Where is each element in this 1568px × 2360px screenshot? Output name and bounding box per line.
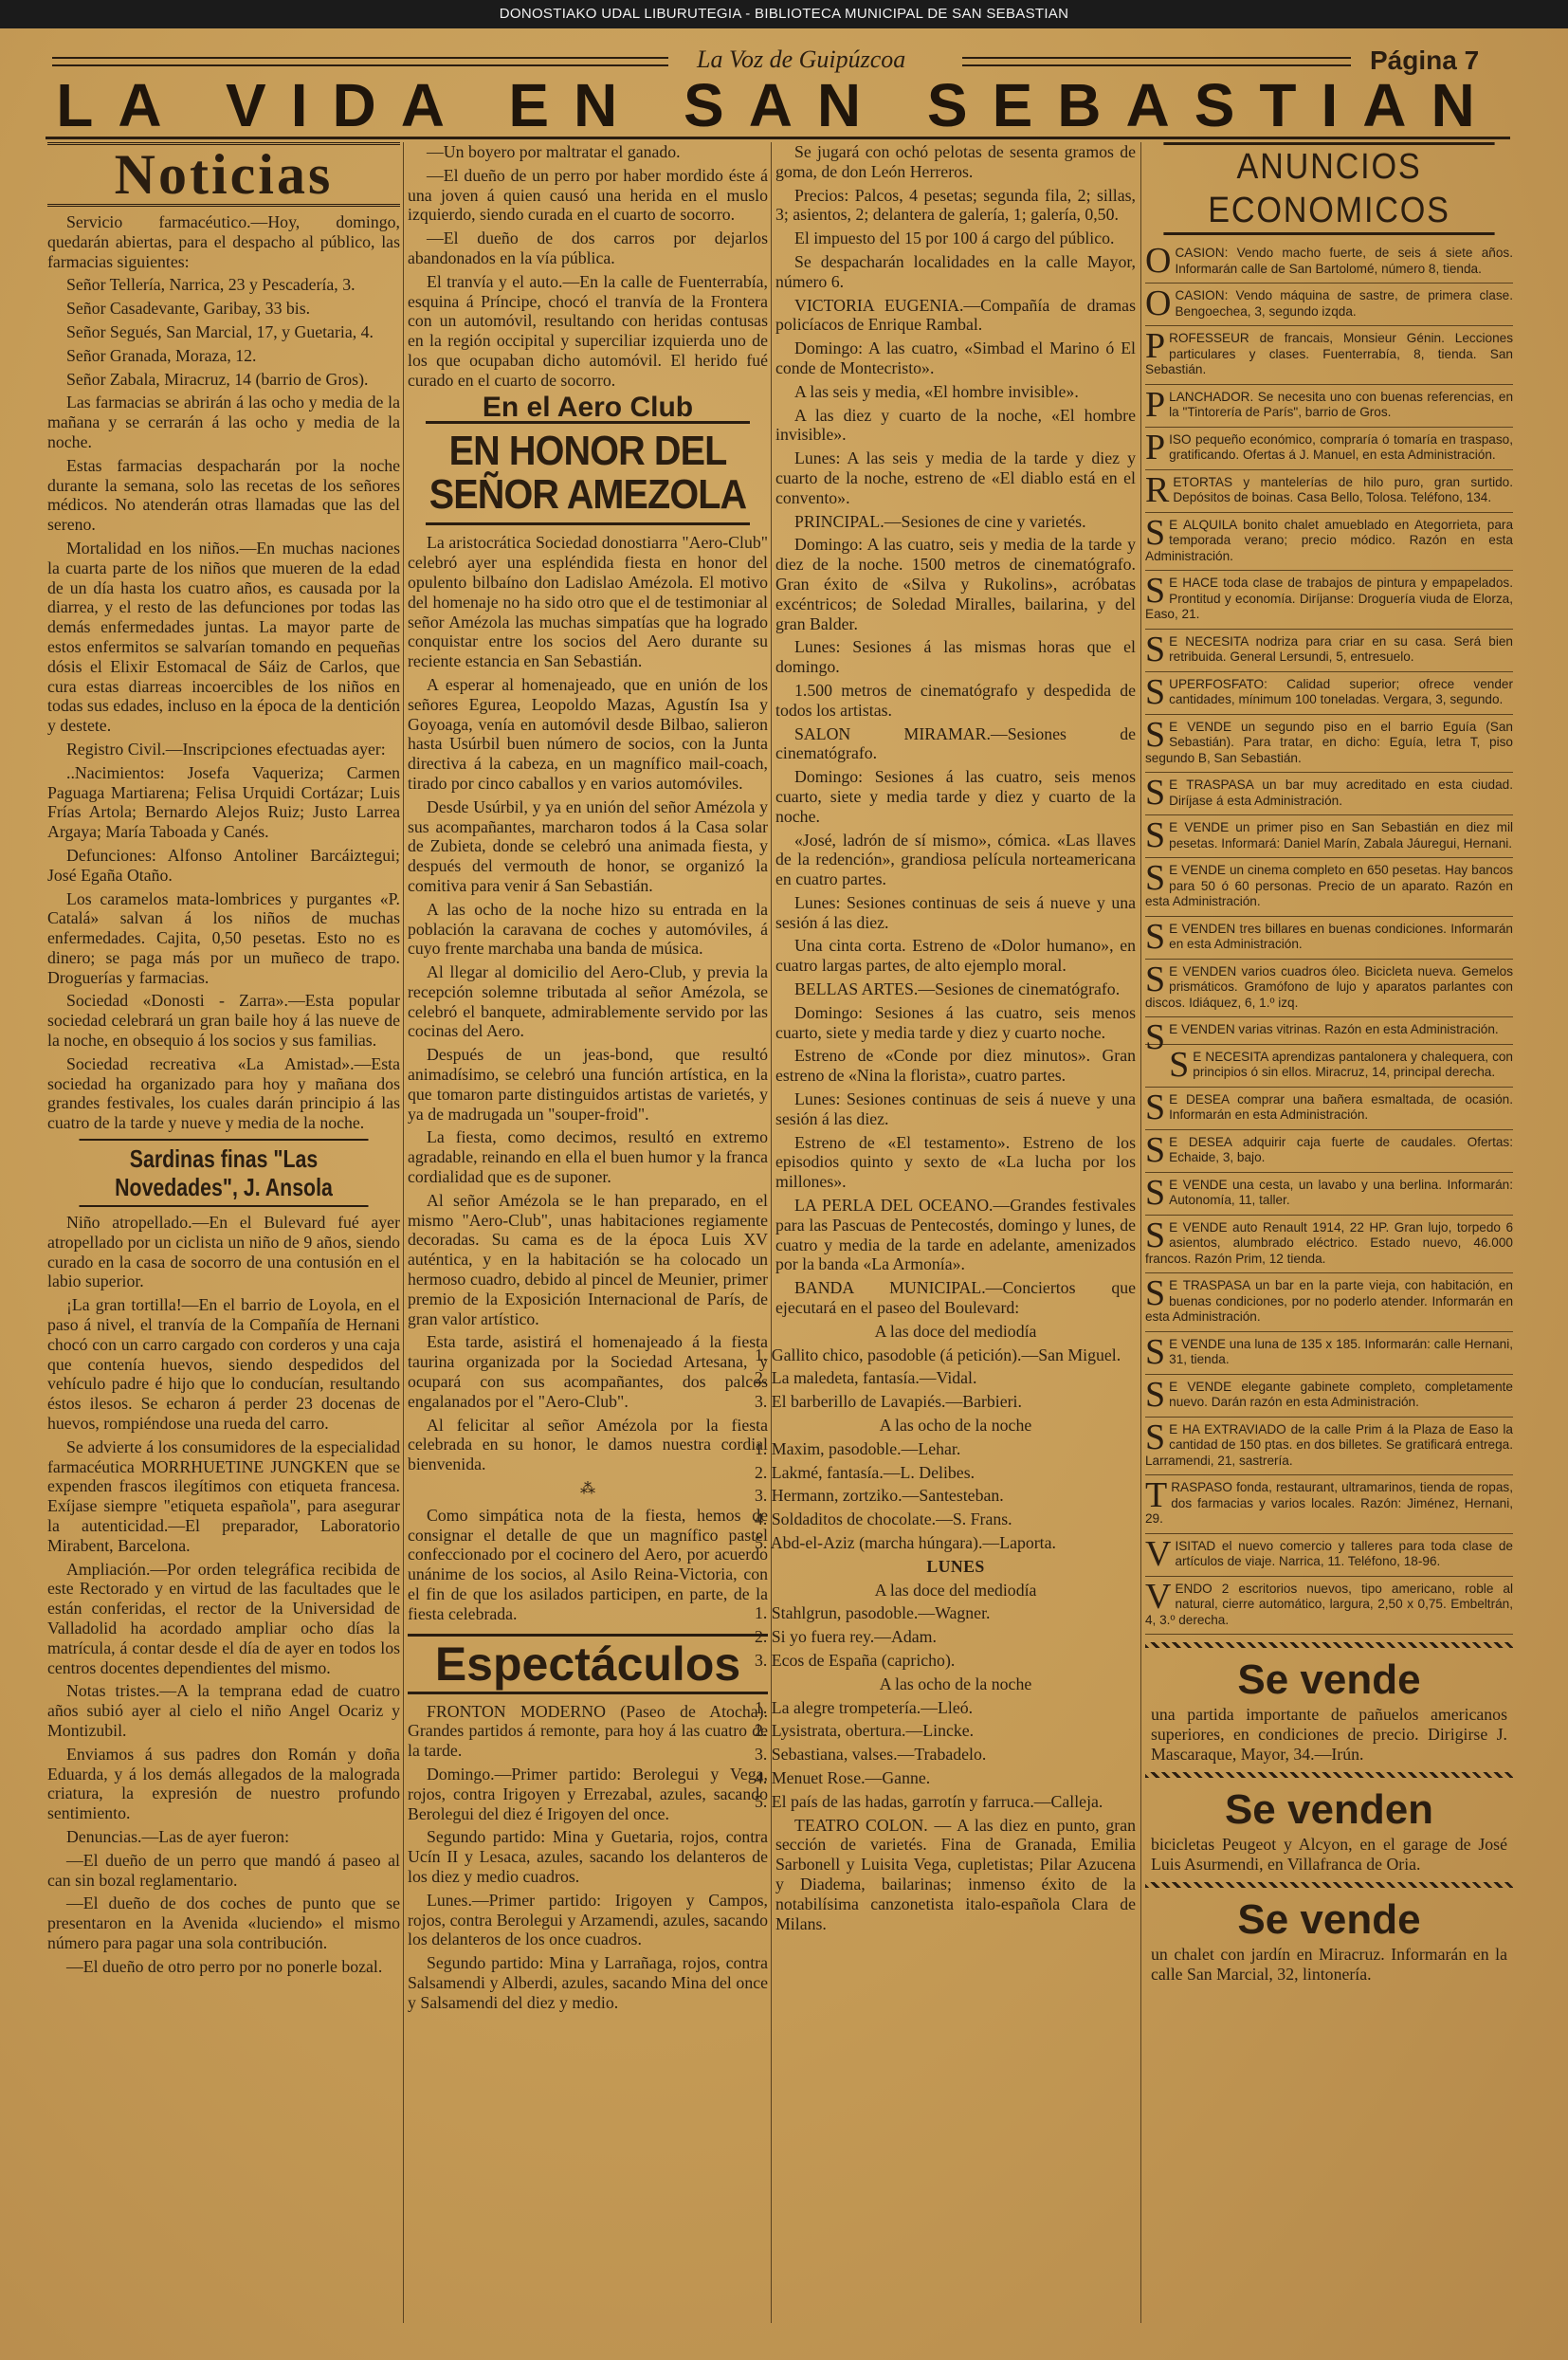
classified-ad [1145, 513, 1513, 572]
ornamental-rule [1145, 1772, 1513, 1778]
ad-initial: P [1145, 427, 1166, 467]
honor-amezola-heading: EN HONOR DEL SEÑOR AMEZOLA [426, 421, 750, 525]
classified-ad [1145, 385, 1513, 428]
classified-ad [1145, 241, 1513, 284]
column-rule [771, 142, 772, 2323]
paragraph: Señor Zabala, Miracruz, 14 (barrio de Gros). [66, 369, 369, 389]
ad-initial: S [1145, 1172, 1166, 1213]
paragraph: LA PERLA DEL OCEANO.—Grandes festivales para las Pascuas de Pentecostés, domingo y lunes, de cuatro y media de la tarde en adelante, amenizados por la banda «La Armonía». [775, 1196, 1136, 1274]
ad-initial: S [1145, 714, 1166, 755]
classified-ad [1145, 1216, 1513, 1274]
classified-ad [1145, 470, 1513, 513]
paragraph: Al felicitar al señor Amézola por la fiesta celebrada en su honor, le damos nuestra cordial bienvenida. [408, 1415, 768, 1474]
classified-ad [1145, 815, 1513, 858]
display-ad-heading: Se vende [1237, 1896, 1421, 1943]
classified-ad [1145, 1130, 1513, 1173]
ad-initial: P [1145, 326, 1166, 366]
classified-ad [1145, 715, 1513, 774]
ad-lead-word: E HA EXTRAVIADO [1169, 1421, 1286, 1436]
ad-initial: S [1145, 959, 1166, 999]
display-ad-text: un chalet con jardín en Miracruz. Informarán en la calle San Marcial, 32, lintonería. [1151, 1945, 1507, 1984]
ad-text: : Calidad superior; ofrece vender cantidades, mínimum 100 toneladas. Vergara, 3, segundo. [1169, 676, 1513, 706]
classified-ad [1145, 1418, 1513, 1476]
paragraph: Segundo partido: Mina y Guetaria, rojos, contra Ucín II y Lesaca, azules, sacando los delanteros de los diez y medio cuadros. [408, 1827, 768, 1886]
ad-text: un bar muy acreditado en esta ciudad. Diríjase á esta Administración. [1169, 778, 1513, 808]
paragraph: Como simpática nota de la fiesta, hemos de consignar el detalle de que un magnífico pastel confeccionado por el cocinero del Aero, por acuerdo unánime de los socios, al Asilo Reina-Victoria, con el fin de que los asilados participen, en parte, de la fiesta celebrada. [408, 1505, 768, 1623]
ad-text: 2 escritorios nuevos, tipo americano, roble al natural, cierre automático, largura, 2,50 x 0,75. Embeltrán, 4, 3.º derecha. [1145, 1581, 1513, 1627]
ad-text: auto Renault 1914, 22 HP. Gran lujo, torpedo 6 asientos, alumbrado eléctrico. Estado nuevo, 46.000 francos. Razón Prim, 12 tienda. [1145, 1219, 1514, 1266]
paragraph: Se advierte á los consumidores de la especialidad farmacéutica MORRHUETINE JUNGKEN que se expenden frascos ilegítimos con etiqueta francesa. Exíjase siempre "etiqueta española", para asegurar la autenticidad.—El preparador, Laboratorio Mirabent, Barcelona. [47, 1436, 400, 1555]
paragraph: Segundo partido: Mina y Larrañaga, rojos, contra Salsamendi y Alberdi, azules, sacando Mina del once y Salsamendi del diez y medio. [408, 1953, 768, 2012]
ad-initial: O [1145, 241, 1172, 281]
ad-text: el nuevo comercio y talleres para toda clase de artículos de viaje. Narrica, 11. Teléfono, 18-96. [1175, 1538, 1513, 1568]
paragraph: Registro Civil.—Inscripciones efectuadas ayer: [66, 739, 386, 759]
ad-text: varias vitrinas. Razón en esta Administración. [1234, 1022, 1499, 1036]
classified-ad [1145, 773, 1513, 815]
paragraph: ..Nacimientos: Josefa Vaqueriza; Carmen Paguaga Martiarena; Felisa Urquidi Cortázar; Luis Frías Artola; Bernardo Alejos Ruiz; Justo Larrea Argaya; María Taboada y Canés. [47, 762, 400, 842]
paragraph: Desde Usúrbil, y ya en unión del señor Amézola y sus acompañantes, marcharon todos á la Casa solar de Zubieta, donde se celebró una animada fiesta, y después del vermouth de honor, se organizó la comitiva para venir á San Sebastián. [408, 796, 768, 895]
ad-initial: T [1145, 1475, 1168, 1515]
ad-lead-word: E NECESITA [1193, 1049, 1268, 1064]
paragraph: Lunes: A las seis y media de la tarde y diez y cuarto de la noche, estreno de «El diablo está en el convento». [775, 448, 1136, 507]
ad-lead-word: E VENDEN [1169, 921, 1236, 936]
paragraph: «José, ladrón de sí mismo», cómica. «Las llaves de la redención», grandiosa película norteamericana en cuatro partes. [775, 830, 1136, 889]
noticias-paragraphs-2 [47, 1213, 400, 1976]
ad-lead-word: ISO [1169, 431, 1192, 447]
aero-club-heading: En el Aero Club [482, 391, 694, 423]
program-item: 4. Soldaditos de chocolate.—S. Frans. [755, 1509, 1012, 1529]
espectaculos-heading: Espectáculos [408, 1634, 768, 1694]
page-number: Página 7 [1370, 46, 1480, 75]
paragraph: —El dueño de un perro que mandó á paseo al can sin bozal reglamentario. [47, 1850, 400, 1890]
ad-text: aprendizas pantalonera y chalequera, con principios ó sin ellos. Miracruz, 14, principal derecha. [1193, 1049, 1513, 1079]
ad-text: varios cuadros óleo. Bicicleta nueva. Gemelos prismáticos. Gramófono de lujo y aparatos parlantes con discos. Idiáquez, 6, 1.º izq. [1145, 963, 1514, 1010]
ad-initial: S [1145, 629, 1166, 669]
paragraph: Después de un jeas-bond, que resultó animadísimo, se celebró una función artística, en la que tomaron parte distinguidos artistas de varietés, y ya de madrugada un "souper-froid". [408, 1045, 768, 1124]
paragraph: El impuesto del 15 por 100 á cargo del público. [794, 229, 1115, 248]
paragraph: TEATRO COLON. — A las diez en punto, gran sección de varietés. Fina de Granada, Emilia Sarbonell y Luisita Vega, cupletistas; Pilar Azucena y Diadema, bailarinas; inmenso éxito de la notabilísima canzonetista italo-española Clara de Milans. [775, 1815, 1136, 1933]
ad-lead-word: E TRASPASA [1169, 778, 1254, 792]
paragraph: La fiesta, como decimos, resultó en extremo agradable, reinando en ella el buen humor y la franca cordialidad que es de suponer. [408, 1127, 768, 1187]
classified-ads-list [1145, 241, 1513, 1635]
display-ad-heading: Se vende [1237, 1656, 1421, 1703]
paragraph: Estas farmacias despacharán por la noche durante la semana, solo las recetas de los señores médicos. No atenderán otras llamadas que las del sereno. [47, 455, 400, 535]
ad-initial: P [1145, 384, 1166, 425]
classified-ad [1145, 1577, 1513, 1636]
header-rule-mid [962, 57, 1351, 66]
classified-ad [1145, 960, 1513, 1018]
paragraph: Las farmacias se abrirán á las ocho y media de la mañana y se cerrarán á las ocho y media de la noche. [47, 393, 400, 451]
paragraph: Domingo: Sesiones á las cuatro, seis menos cuarto, siete y media tarde y diez y cuarto noche. [775, 1002, 1136, 1042]
program-subhead: A las doce del mediodía [874, 1321, 1037, 1341]
classified-ad [1145, 1273, 1513, 1332]
ad-initial: S [1145, 1017, 1166, 1057]
header-rule-left [52, 57, 668, 66]
section-title-noticias: Noticias [47, 142, 400, 207]
separator-ornament: ⁂ [580, 1481, 595, 1498]
ad-lead-word: E DESEA [1169, 1091, 1230, 1107]
classified-ad [1145, 858, 1513, 917]
display-ad-text: bicicletas Peugeot y Alcyon, en el garage de José Luis Asurmendi, en Villafranca de Oria. [1151, 1835, 1507, 1874]
ad-initial: S [1145, 1129, 1166, 1170]
program-item: 2. Si yo fuera rey.—Adam. [755, 1627, 937, 1647]
program-item: 3. Hermann, zortziko.—Santesteban. [755, 1486, 1004, 1506]
classified-ad [1145, 672, 1513, 715]
paragraph: A las diez y cuarto de la noche, «El hombre invisible». [775, 405, 1136, 445]
paragraph: VICTORIA EUGENIA.—Compañía de dramas policíacos de Enrique Rambal. [775, 295, 1136, 335]
ad-initial: S [1145, 671, 1166, 712]
ad-lead-word: ETORTAS [1173, 474, 1233, 489]
paragraph: La aristocrática Sociedad donostiarra "Aero-Club" celebró ayer una espléndida fiesta en honor del opulento bilbaíno don Ladislao Amézola. El motivo del homenaje no ha sido otro que el de testimoniar al señor Amézola las muchas simpatías que ha logrado conquistar entre los socios del Aero durante su reciente estancia en San Sebastián. [408, 533, 768, 671]
paragraph: PRINCIPAL.—Sesiones de cine y varietés. [794, 511, 1086, 531]
ad-initial: S [1145, 1215, 1166, 1255]
program-item: 1. La alegre trompetería.—Lleó. [755, 1697, 974, 1717]
ad-text: elegante gabinete completo, completamente nuevo. Darán razón en esta Administración. [1169, 1379, 1513, 1409]
column-anuncios [1145, 142, 1513, 2323]
paragraph: FRONTON MODERNO (Paseo de Atocha). Grandes partidos á remonte, para hoy á las cuatro de la tarde. [408, 1701, 768, 1761]
paragraph: Una cinta corta. Estreno de «Dolor humano», en cuatro largas partes, de alto ejemplo moral. [775, 936, 1136, 976]
display-ad-text: una partida importante de pañuelos americanos superiores, en condiciones de precio. Dirigirse J. Mascaraque, Mayor, 34.—Irún. [1151, 1705, 1507, 1764]
program-item: 2. La maledeta, fantasía.—Vidal. [755, 1368, 977, 1388]
program-item: 3. Ecos de España (capricho). [755, 1650, 956, 1670]
ad-lead-word: RASPASO [1171, 1480, 1232, 1494]
ad-lead-word: E TRASPASA [1169, 1278, 1250, 1292]
paragraph: SALON MIRAMAR.—Sesiones de cinematógrafo. [775, 723, 1136, 763]
program-item: 3. El barberillo de Lavapiés.—Barbieri. [755, 1392, 1022, 1412]
paragraph: Los caramelos mata-lombrices y purgantes «P. Catalá» salvan á los niños de muchas enfermedades. Cajita, 0,50 pesetas. Esto no es dinero; se paga más por un muñeco de trapo. Droguerías y farmacias. [47, 888, 400, 987]
ad-text: de francais, Monsieur Génin. Lecciones particulares y clases. Fuenterrabía, 8, tienda. San Sebastián. [1145, 331, 1513, 376]
classified-ad [1145, 1088, 1513, 1130]
masthead: LA VIDA EN SAN SEBASTIAN [56, 71, 1500, 139]
ad-text: un segundo piso en el barrio Eguía (San Sebastián). Para tratar, en dicho: Eguía, letra T, piso segundo B, San Sebastián. [1145, 719, 1513, 765]
paragraph: Lunes.—Primer partido: Irigoyen y Campos, rojos, contra Berolegui y Arzamendi, azules, sacando los delanteros de los once cuadros. [408, 1890, 768, 1949]
program-item: 5. El país de las hadas, garrotín y farruca.—Calleja. [755, 1791, 1103, 1811]
ad-initial: S [1145, 1087, 1166, 1127]
program-item: 2. Lakmé, fantasía.—L. Delibes. [755, 1462, 975, 1482]
ad-initial: S [1145, 815, 1166, 855]
ad-text: : Vendo máquina de sastre, de primera clase. Bengoechea, 3, segundo izqda. [1175, 288, 1513, 319]
ad-lead-word: E VENDE [1169, 1336, 1226, 1351]
paragraph: A las seis y media, «El hombre invisible». [794, 381, 1079, 401]
ad-initial: S [1145, 858, 1166, 898]
ad-initial: S [1145, 1331, 1166, 1372]
column-rule [1140, 142, 1141, 2323]
ad-lead-word: E VENDEN [1169, 1022, 1235, 1036]
paragraph: Señor Tellería, Narrica, 23 y Pescadería, 3. [66, 275, 356, 295]
ad-initial: V [1145, 1533, 1172, 1574]
ad-text: un primer piso en San Sebastián en diez mil pesetas. Informará: Daniel Marín, Zabala Jáuregui, Hernani. [1169, 820, 1513, 851]
ad-initial: R [1145, 469, 1170, 510]
classified-ad [1145, 1332, 1513, 1375]
ad-initial: S [1145, 916, 1166, 957]
ad-initial: S [1169, 1044, 1190, 1085]
paragraph: Al llegar al domicilio del Aero-Club, y previa la recepción solemne tributada al señor Amézola, se celebró el banquete, admirablemente servido por las cocinas del Aero. [408, 962, 768, 1041]
program-item: 3. Sebastiana, valses.—Trabadelo. [755, 1745, 987, 1765]
ad-text: tres billares en buenas condiciones. Informarán en esta Administración. [1169, 921, 1513, 951]
paragraph: A esperar al homenajeado, que en unión de los señores Egurea, Leopoldo Mazas, Agustín Isa y Goyoaga, venía en automóvil desde Bilbao, salieron hasta Usúrbil buen número de socios, con la Junta directiva á la cabeza, en un magnífico mail-coach, tirado por cinco caballos y en varios automóviles. [408, 674, 768, 793]
page-header [52, 46, 1503, 74]
ad-text: una cesta, un lavabo y una berlina. Informarán: Autonomía, 11, taller. [1169, 1177, 1513, 1207]
column-rule [403, 142, 404, 2323]
ad-lead-word: E NECESITA [1169, 633, 1249, 649]
paragraph: Lunes: Sesiones continuas de seis á nueve y una sesión á las diez. [775, 1089, 1136, 1128]
ad-sardinas: Sardinas finas "Las Novedades", J. Ansola [79, 1139, 368, 1207]
ad-text: un cinema completo en 650 pesetas. Hay bancos para 50 ó 60 personas. Precio de un aparato. Razón en esta Administración. [1145, 863, 1513, 908]
ad-lead-word: E VENDE [1169, 1379, 1232, 1394]
ad-lead-word: E VENDE [1169, 820, 1230, 834]
paragraph: Se jugará con ochó pelotas de sesenta gramos de goma, de don León Herreros. [775, 142, 1136, 181]
program-day-heading: LUNES [926, 1556, 985, 1576]
paragraph: Notas tristes.—A la temprana edad de cuatro años subió ayer al cielo el niño Angel Ocariz y Montizubil. [47, 1681, 400, 1740]
classified-ad [1145, 1534, 1513, 1577]
paragraph: Mortalidad en los niños.—En muchas naciones la cuarta parte de los niños que mueren de la edad de un día hasta los cuatro años, es causada por la diarrea, y el resto de las defunciones por todas las demás enfermedades juntas. La mayor parte de estos enfermitos se salvarían tomando en pequeñas dósis el Elixir Estomacal de Sáiz de Carlos, que cura estas diarreas incoercibles de los niños en todas sus edades, incluso en la época de la dentición y destete. [47, 538, 400, 736]
paragraph: Denuncias.—Las de ayer fueron: [66, 1826, 290, 1846]
ad-initial: S [1145, 512, 1166, 553]
display-ad-heading: Se venden [1224, 1786, 1434, 1833]
paragraph: Esta tarde, asistirá el homenajeado á la fiesta taurina organizada por la Sociedad Artesana, y ocupará con sus acompañantes, dos palcos engalanados por el "Aero-Club". [408, 1332, 768, 1411]
paragraph: El tranvía y el auto.—En la calle de Fuenterrabía, esquina á Príncipe, chocó el tranvía de la Frontera con un automóvil, resultando con heridas contusas en la región occipital y superciliar izquierda uno de los que ocupaban dicho automóvil. El herido fué curado en el cuarto de socorro. [408, 271, 768, 390]
paragraph: Señor Casadevante, Garibay, 33 bis. [66, 299, 311, 319]
program-subhead: A las doce del mediodía [874, 1580, 1037, 1600]
paragraph: BELLAS ARTES.—Sesiones de cinematógrafo. [794, 979, 1121, 999]
paragraph: ¡La gran tortilla!—En el barrio de Loyola, en el paso á nivel, el tranvía de la Compañía de Hernani chocó con un carro cargado con corderos y una caja que contenía huevos, siendo despedidos del vehículo padre é hijo que lo conducían, resultando éstos ilesos. Se echaron á perder 23 docenas de huevos, rompiéndose una rueda del carro. [47, 1295, 400, 1434]
paragraph: Defunciones: Alfonso Antoliner Barcáiztegui; José Egaña Otaño. [47, 845, 400, 885]
anuncios-economicos-heading: ANUNCIOS ECONOMICOS [1163, 142, 1494, 235]
ad-lead-word: E VENDE [1169, 1219, 1228, 1235]
paragraph: Servicio farmacéutico.—Hoy, domingo, quedarán abiertas, para el despacho al público, las farmacias siguientes: [47, 212, 400, 271]
classified-ad [1145, 284, 1513, 326]
ad-text: un bar en la parte vieja, con habitación, en buenas condiciones, por no poderlo atender. Informarán en esta Administración. [1145, 1278, 1513, 1324]
paragraph: Señor Segués, San Marcial, 17, y Guetaria, 4. [66, 321, 374, 341]
column-espectaculos [755, 142, 1136, 2323]
ad-text: comprar una bañera esmaltada, de ocasión. Informarán en esta Administración. [1169, 1091, 1513, 1122]
classified-ad [1145, 1173, 1513, 1216]
paragraph: Niño atropellado.—En el Bulevard fué ayer atropellado por un ciclista un niño de 9 años, siendo curado en la casa de socorro de una contusión en el labio superior. [47, 1213, 400, 1291]
program-item: 1. Stahlgrun, pasodoble.—Wagner. [755, 1603, 991, 1623]
paragraph: —El dueño de dos coches de punto que se presentaron en la Avenida «luciendo» el mismo número para pagar una sola contribución. [47, 1893, 400, 1952]
ad-lead-word: E VENDE [1169, 719, 1232, 734]
ad-lead-word: E VENDEN [1169, 963, 1237, 979]
paragraph: —El dueño de un perro por haber mordido éste á una joven á quien causó una herida en el muslo izquierdo, siendo curada en el cuarto de socorro. [408, 165, 768, 225]
classified-ad [1145, 1375, 1513, 1418]
paragraph: —El dueño de otro perro por no ponerle bozal. [66, 1956, 383, 1976]
paragraph: Señor Granada, Moraza, 12. [66, 345, 257, 365]
ad-text: adquirir caja fuerte de caudales. Ofertas: Echaide, 3, bajo. [1169, 1134, 1513, 1164]
classified-ad [1145, 1045, 1513, 1088]
ad-lead-word: UPERFOSFATO [1169, 676, 1265, 691]
ad-initial: O [1145, 284, 1172, 323]
ad-initial: S [1145, 1273, 1166, 1313]
paragraph: Domingo: Sesiones á las cuatro, seis menos cuarto, siete y media tarde y diez y cuarto de la noche. [775, 767, 1136, 826]
paragraph: Lunes: Sesiones á las mismas horas que el domingo. [775, 637, 1136, 677]
ad-text: y mantelerías de hilo puro, gran surtido. Depósitos de boinas. Casa Bello, Tolosa. Teléfono, 134. [1173, 474, 1513, 504]
ad-text: pequeño económico, compraría ó tomaría en traspaso, gratificando. Ofertas á J. Manuel, en esta Administración. [1169, 431, 1513, 462]
classified-ad [1145, 917, 1513, 960]
paragraph: Domingo: A las cuatro, «Simbad el Marino ó El conde de Montecristo». [775, 338, 1136, 377]
ad-initial: S [1145, 773, 1166, 813]
paragraph: —Un boyero por maltratar el ganado. [427, 142, 681, 161]
paragraph: Domingo.—Primer partido: Berolegui y Vega, rojos, contra Irigoyen y Errezabal, azules, sacando Berolegui del diez é Irigoyen del once. [408, 1764, 768, 1823]
ad-lead-word: ISITAD [1175, 1538, 1216, 1553]
column-aero-club [408, 142, 768, 2323]
ad-lead-word: CASION [1175, 246, 1225, 260]
classified-ad [1145, 326, 1513, 385]
ad-lead-word: LANCHADOR [1169, 389, 1250, 404]
ad-initial: V [1145, 1576, 1172, 1617]
program-subhead: A las ocho de la noche [879, 1416, 1032, 1436]
ad-lead-word: E DESEA [1169, 1134, 1232, 1149]
display-ads [1145, 1656, 1513, 1985]
paragraph: Sociedad recreativa «La Amistad».—Esta sociedad ha organizado para hoy y mañana dos grandes festivales, los cuales darán principio á las cuatro de la tarde y nueve y media de la noche. [47, 1053, 400, 1133]
archive-banner: DONOSTIAKO UDAL LIBURUTEGIA - BIBLIOTECA MUNICIPAL DE SAN SEBASTIAN [0, 0, 1568, 28]
paragraph: Ampliación.—Por orden telegráfica recibida de este Rectorado y en virtud de las facultades que le están conferidas, el rector de la Universidad de Valladolid ha acordado ampliar ocho días la matrícula, á contar desde el día de ayer en todos los centros docentes dependientes del mismo. [47, 1559, 400, 1677]
ad-text: fonda, restaurant, ultramarinos, tienda de ropas, dos farmacias y varios locales. Razón: Jiménez, Hernani, 29. [1145, 1480, 1513, 1526]
classified-ad [1145, 428, 1513, 470]
paragraph: BANDA MUNICIPAL.—Conciertos que ejecutará en el paseo del Boulevard: [775, 1278, 1136, 1318]
masthead-rule [46, 137, 1510, 139]
classified-ad [1145, 630, 1513, 672]
ad-text: : Vendo macho fuerte, de seis á siete años. Informarán calle de San Bartolomé, número 8, tienda. [1175, 246, 1513, 276]
paragraph: Precios: Palcos, 4 pesetas; segunda fila, 2; sillas, 3; asientos, 2; delantera de galería, 1; galería, 0,50. [775, 185, 1136, 225]
classified-ad [1145, 1475, 1513, 1534]
paragraph: 1.500 metros de cinematógrafo y despedida de todos los artistas. [775, 680, 1136, 720]
program-item: 1. Gallito chico, pasodoble (á petición).—San Miguel. [755, 1345, 1121, 1364]
paragraph: Al señor Amézola se le han preparado, en el mismo "Aero-Club", unas habitaciones regiamente decoradas. Su cama es de la época Luis XV auténtica, y en la habitación se ha colocado un hermoso cuadro, debido al pincel de Meunier, primer premio de la Exposición Internacional de París, de gran valor artístico. [408, 1190, 768, 1328]
program-item: 5. Abd-el-Aziz (marcha húngara).—Laporta. [755, 1533, 1056, 1552]
ad-text: nodriza para criar en su casa. Será bien retribuida. General Lersundi, 5, entresuelo. [1169, 633, 1513, 664]
column-noticias [47, 142, 400, 2323]
ad-lead-word: E VENDE [1169, 863, 1227, 877]
paragraph: Lunes: Sesiones continuas de seis á nueve y una sesión á las diez. [775, 892, 1136, 932]
ad-lead-word: ENDO [1175, 1581, 1212, 1596]
paragraph: Estreno de «El testamento». Estreno de los episodios quinto y sexto de «La lucha por los millones». [775, 1132, 1136, 1192]
paragraph: Domingo: A las cuatro, seis y media de la tarde y diez de la noche. 1500 metros de cinematógrafo. Gran éxito de «Silva y Rukolins», acróbatas excéntricos; de Soledad Miralles, bailarina, y del gran Balder. [775, 535, 1136, 633]
paragraph: Se despacharán localidades en la calle Mayor, número 6. [775, 251, 1136, 291]
ad-text: bonito chalet amueblado en Ategorrieta, para temporada verano; precio módico. Razón en esta Administración. [1145, 517, 1513, 563]
program-item: 1. Maxim, pasodoble.—Lehar. [755, 1438, 961, 1458]
ad-initial: S [1145, 571, 1166, 611]
program-item: 4. Menuet Rose.—Ganne. [755, 1767, 931, 1787]
ad-text: toda clase de trabajos de pintura y empapelados. Prontitud y economía. Diríjanse: Droguería viuda de Elorza, Easo, 21. [1145, 576, 1513, 621]
ad-lead-word: E HACE [1169, 576, 1219, 590]
ad-text: . Se necesita uno con buenas referencias, en la "Tintorería de París", barrio de Gros. [1169, 389, 1513, 419]
ad-lead-word: ROFESSEUR [1169, 331, 1249, 345]
ad-lead-word: CASION [1175, 288, 1225, 302]
paragraph: Sociedad «Donosti - Zarra».—Esta popular sociedad celebrará un gran baile hoy á las nueve de la noche, en obsequio á los socios y sus familias. [47, 991, 400, 1051]
ornamental-rule [1145, 1882, 1513, 1888]
paragraph: —El dueño de dos carros por dejarlos abandonados en la vía pública. [408, 229, 768, 267]
ad-lead-word: E VENDE [1169, 1177, 1228, 1192]
ad-initial: S [1145, 1374, 1166, 1415]
program-item: 2. Lysistrata, obertura.—Lincke. [755, 1721, 975, 1741]
classified-ad [1145, 571, 1513, 630]
ad-lead-word: E ALQUILA [1169, 517, 1237, 532]
paragraph: A las ocho de la noche hizo su entrada en la población la caravana de coches y automóviles, á cuyo frente marchaba una banda de música. [408, 899, 768, 959]
program-subhead: A las ocho de la noche [879, 1674, 1032, 1693]
noticias-paragraphs [47, 212, 400, 1133]
ad-text: de la calle Prim á la Plaza de Easo la cantidad de 150 ptas. en dos billetes. Se gratificará entrega. Larramendi, 21, sastrería. [1145, 1421, 1513, 1468]
ad-text: una luna de 135 x 185. Informarán: calle Hernani, 31, tienda. [1169, 1336, 1513, 1366]
paragraph: Enviamos á sus padres don Román y doña Eduarda, y á los demás allegados de la malograda criatura, la expresión de nuestro profundo sentimiento. [47, 1744, 400, 1823]
ornamental-rule [1145, 1642, 1513, 1648]
publication-name: La Voz de Guipúzcoa [697, 46, 906, 73]
paragraph: Estreno de «Conde por diez minutos». Gran estreno de «Nina la florista», cuatro partes. [775, 1046, 1136, 1086]
ad-initial: S [1145, 1417, 1166, 1457]
